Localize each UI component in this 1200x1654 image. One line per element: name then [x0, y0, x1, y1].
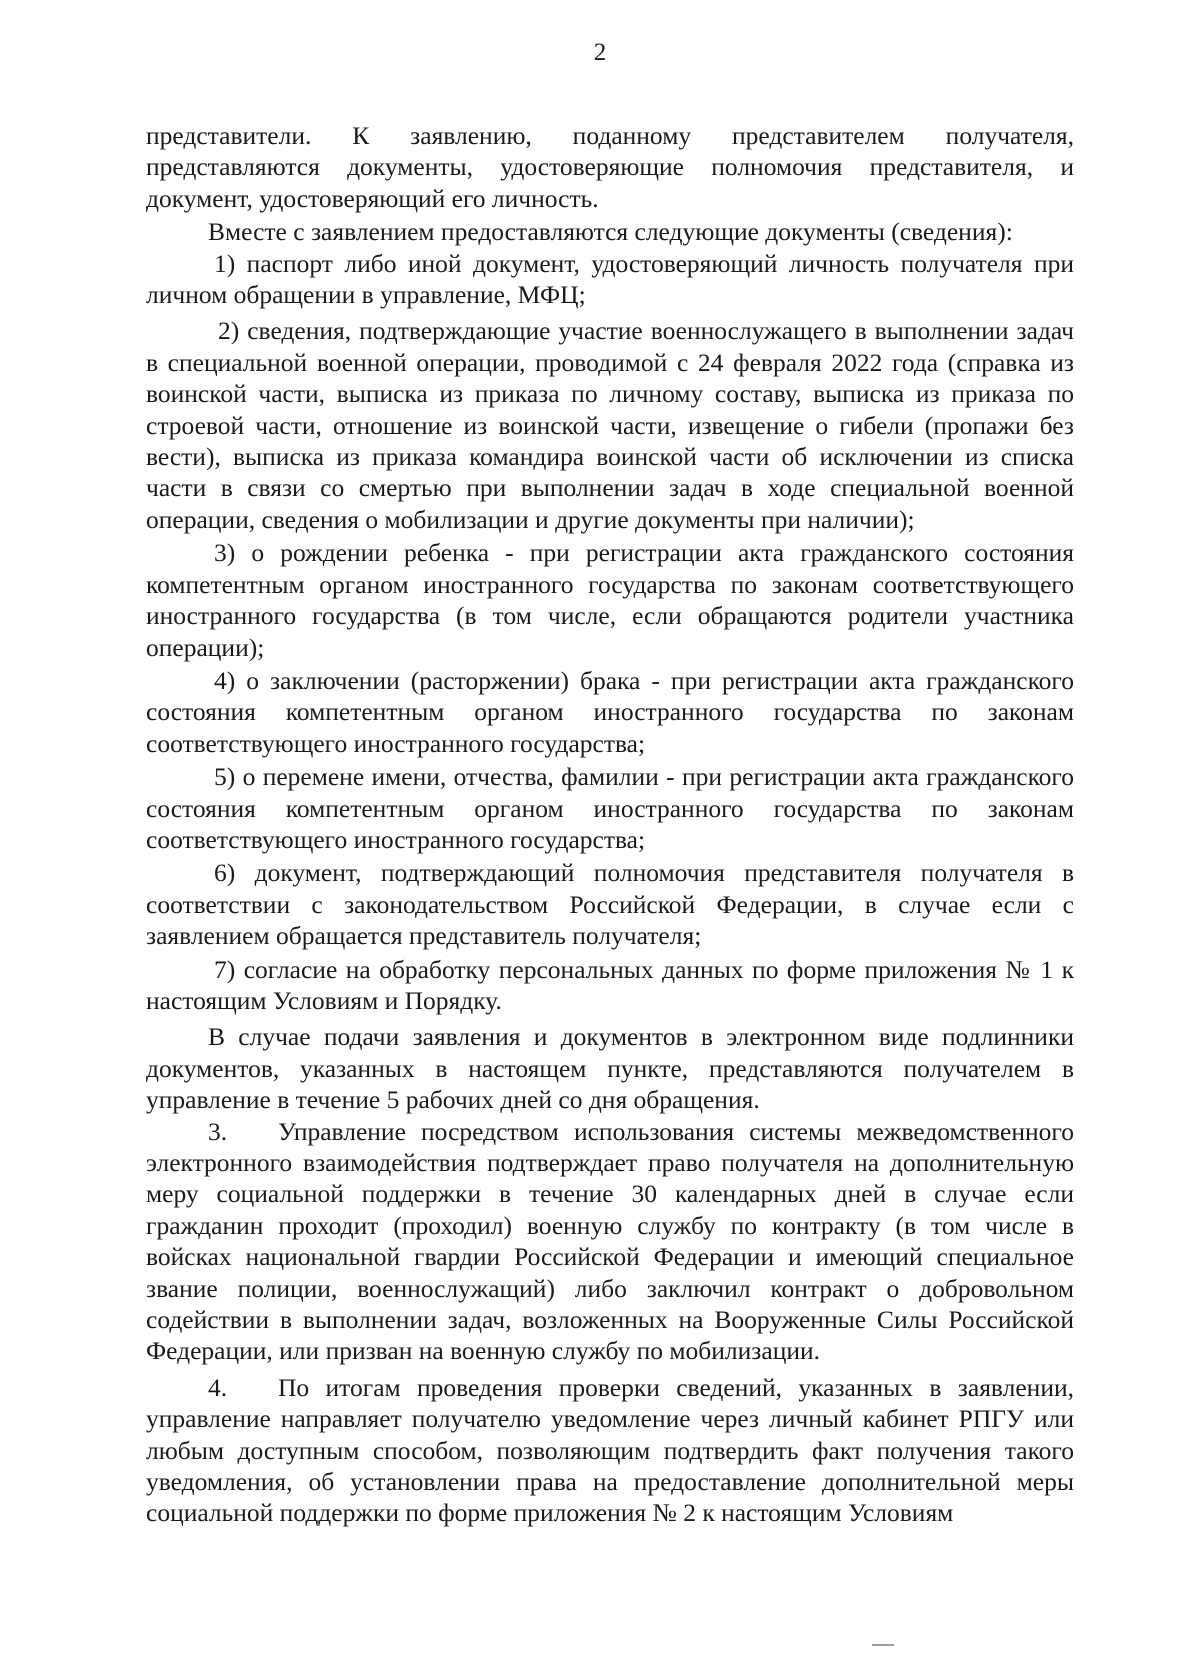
- list-item-birth: 3) о рождении ребенка - при регистрации акта гражданского состояния компетентным органом иностранного государства по законам соответствующего иностранного государства (в том числе, если обращаются родители участника операции);: [146, 538, 1074, 662]
- section-3-text: Управление посредством использования системы межведомственного электронного взаимодействия подтверждает право получателя на дополнительную меру социальной поддержки в течение 30 календарных дней в случае если гражданин проходит (проходил) военную службу по контракту (в том числе в войсках национальной гвардии Российской Федерации и имеющий специальное звание полиции, военнослужащий) либо заключил контракт о добровольном содействии в выполнении задач, возложенных на Вооруженные Силы Российской Федерации, или призван на военную службу по мобилизации.: [146, 1116, 1074, 1366]
- paragraph-continuation: представители. К заявлению, поданному представителем получателя, представляются документы, удостоверяющие полномочия представителя, и документ, удостоверяющий его личность.: [146, 121, 1074, 213]
- list-item-passport: 1) паспорт либо иной документ, удостоверяющий личность получателя при личном обращении в управление, МФЦ;: [146, 248, 1074, 310]
- paragraph-electronic-submission: В случае подачи заявления и документов в электронном виде подлинники документов, указанных в настоящем пункте, представляются получателем в управление в течение 5 рабочих дней со дня обращения.: [146, 1022, 1074, 1115]
- section-4-text: По итогам проведения проверки сведений, указанных в заявлении, управление направляет получателю уведомление через личный кабинет РПГУ или любым доступным способом, позволяющим подтвердить факт получения такого уведомления, об установлении права на предоставление дополнительной меры социальной поддержки по форме приложения № 2 к настоящим Условиям: [146, 1372, 1074, 1528]
- list-item-name-change: 5) о перемене имени, отчества, фамилии - при регистрации акта гражданского состояния компетентным органом иностранного государства по законам соответствующего иностранного государства;: [146, 762, 1074, 854]
- document-body: [146, 120, 1074, 1529]
- section-4-number: 4.: [208, 1372, 228, 1402]
- page-number: 2: [593, 39, 607, 66]
- paragraph-documents-intro: Вместе с заявлением предоставляются следующие документы (сведения):: [208, 217, 1013, 247]
- list-item-representative: 6) документ, подтверждающий полномочия представителя получателя в соответствии с законодательством Российской Федерации, в случае если с заявлением обращается представитель получателя;: [146, 858, 1074, 951]
- list-item-marriage: 4) о заключении (расторжении) брака - при регистрации акта гражданского состояния компетентным органом иностранного государства по законам соответствующего иностранного государства;: [146, 665, 1074, 758]
- list-item-military-info: 2) сведения, подтверждающие участие военнослужащего в выполнении задач в специальной военной операции, проводимой с 24 февраля 2022 года (справка из воинской части, выписка из приказа по личному составу, выписка из приказа по строевой части, отношение из воинской части, извещение о гибели (пропажи без вести), выписка из приказа командира воинской части об исключении из списка части в связи со смертью при выполнении задач в ходе специальной военной операции, сведения о мобилизации и другие документы при наличии);: [146, 316, 1074, 534]
- section-4: [146, 1372, 1074, 1529]
- section-3: [146, 1116, 1074, 1367]
- list-item-consent: 7) согласие на обработку персональных данных по форме приложения № 1 к настоящим Условиям и Порядку.: [146, 954, 1074, 1015]
- section-3-number: 3.: [208, 1116, 228, 1146]
- scan-artifact: [872, 1644, 894, 1646]
